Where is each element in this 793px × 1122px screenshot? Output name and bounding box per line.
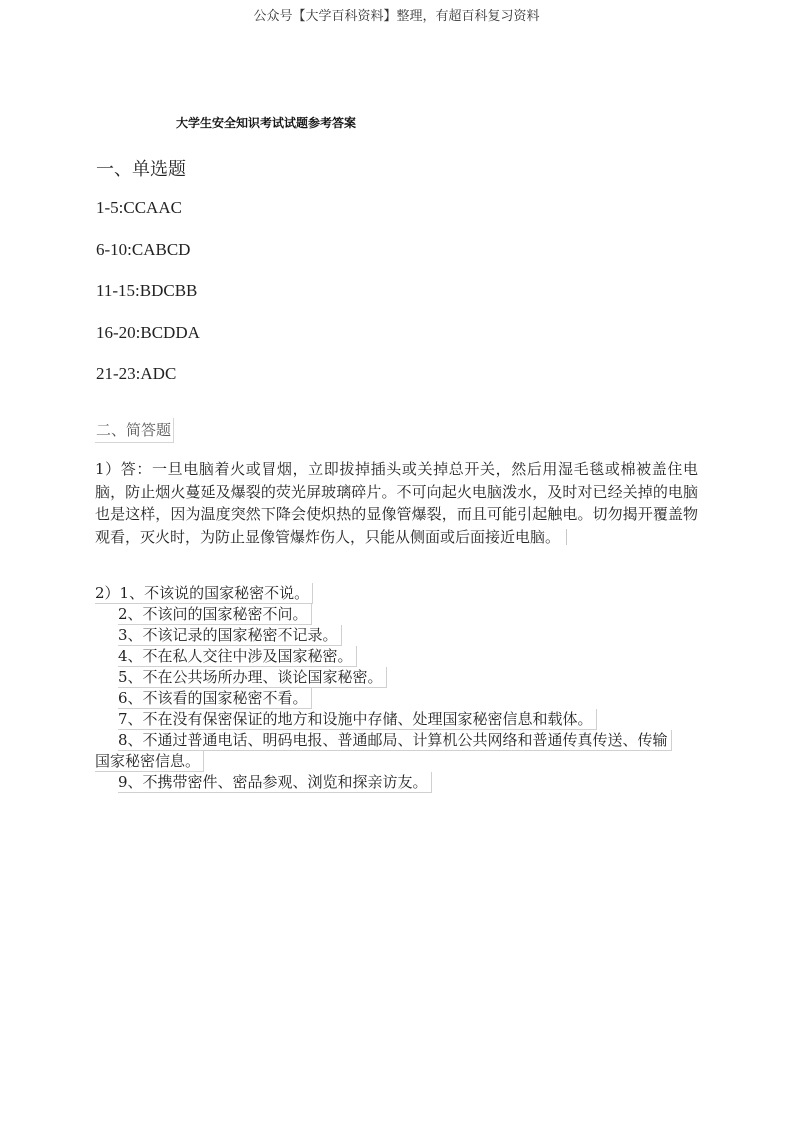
- page-header: 公众号【大学百科资料】整理，有超百科复习资料: [253, 9, 540, 24]
- list-item: 2、不该问的国家秘密不问。: [118, 604, 312, 625]
- answer-paragraph-q1: [95, 458, 698, 548]
- answer-q1-text: 1）答：一旦电脑着火或冒烟，立即拔掉插头或关掉总开关，然后用湿毛毯或棉被盖住电脑，防止烟火蔓延及爆裂的荧光屏玻璃碎片。不可向起火电脑泼水，及时对已经关掉的电脑也是这样，因为温度突然下降会使炽热的显像管爆裂，而且可能引起触电。切勿揭开覆盖物观看，灭火时，为防止显像管爆炸伤人，只能从侧面或后面接近电脑。: [95, 460, 698, 546]
- answer-line: 11-15:BDCBB: [96, 281, 198, 300]
- paragraph-end-marker: [566, 529, 568, 545]
- list-item: 7、不在没有保密保证的地方和设施中存储、处理国家秘密信息和载体。: [118, 709, 597, 730]
- list-item: 国家秘密信息。: [95, 751, 204, 772]
- section-heading-short-answer: 二、简答题: [95, 418, 174, 443]
- list-item: 6、不该看的国家秘密不看。: [118, 688, 312, 709]
- list-item: 5、不在公共场所办理、谈论国家秘密。: [118, 667, 387, 688]
- list-item: 2）1、不该说的国家秘密不说。: [95, 583, 313, 604]
- list-item: 9、不携带密件、密品参观、浏览和探亲访友。: [118, 772, 432, 793]
- answer-line: 21-23:ADC: [96, 364, 177, 383]
- list-item: 4、不在私人交往中涉及国家秘密。: [118, 646, 357, 667]
- answer-line: 1-5:CCAAC: [96, 198, 182, 217]
- section-heading-single-choice: 一、单选题: [96, 159, 186, 180]
- document-title: 大学生安全知识考试试题参考答案: [176, 116, 357, 130]
- list-item: 3、不该记录的国家秘密不记录。: [118, 625, 342, 646]
- list-item: 8、不通过普通电话、明码电报、普通邮局、计算机公共网络和普通传真传送、传输: [118, 730, 672, 751]
- answer-line: 6-10:CABCD: [96, 240, 191, 259]
- answer-line: 16-20:BCDDA: [96, 323, 200, 342]
